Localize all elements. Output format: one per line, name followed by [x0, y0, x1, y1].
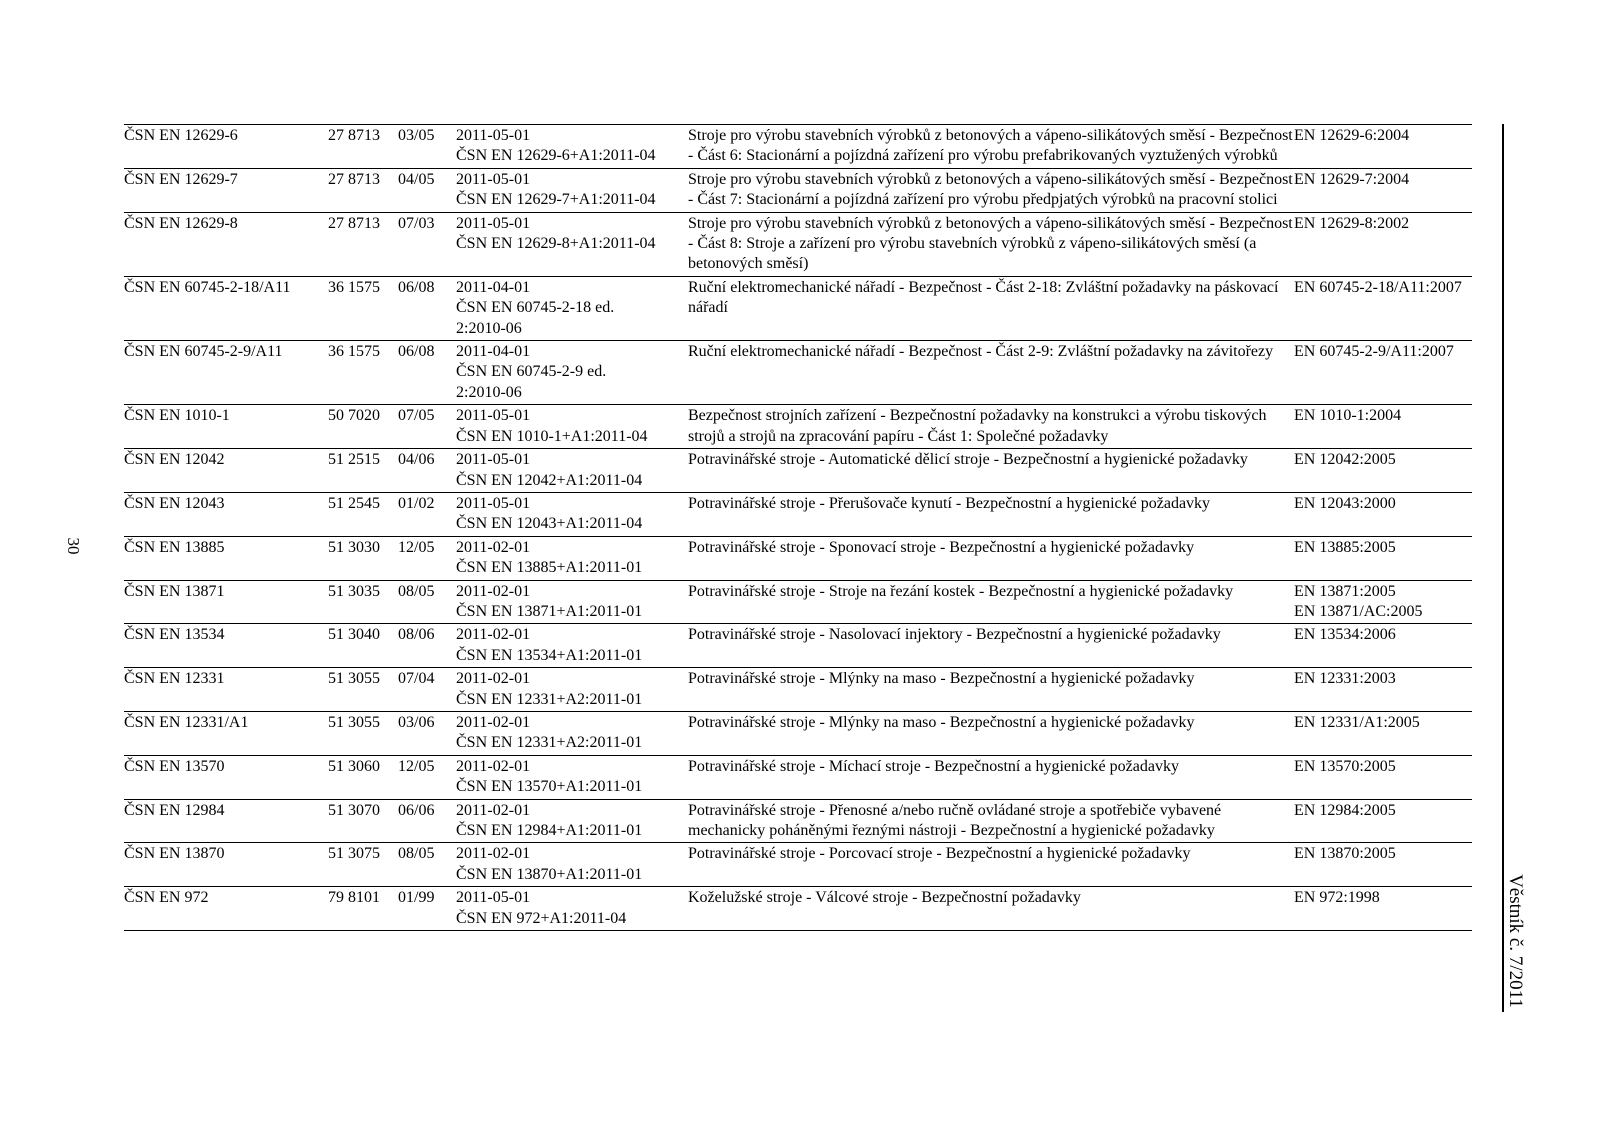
title-cell: Stroje pro výrobu stavebních výrobků z betonových a vápeno-silikátových směsí - Bezpečnost - Část 6: Stacionární a pojízdná zařízení pro výrobu prefabrikovaných vyztužených výrobků — [688, 127, 1293, 165]
issue-date-cell: 01/99 — [398, 889, 435, 907]
norm-number-cell: ČSN EN 13885 — [124, 538, 225, 556]
title-cell: Ruční elektromechanické nářadí - Bezpečnost - Část 2-9: Zvláštní požadavky na závitořezy — [688, 343, 1274, 361]
norm-number-cell: ČSN EN 12331 — [124, 670, 225, 688]
replacement-cell: 2011-05-01 ČSN EN 12629-8+A1:2011-04 — [456, 214, 656, 253]
classification-cell: 51 3040 — [328, 626, 380, 644]
replacement-cell: 2011-02-01 ČSN EN 12331+A2:2011-01 — [456, 670, 643, 708]
en-equivalent-cell: EN 1010-1:2004 — [1294, 407, 1402, 425]
en-equivalent-cell: EN 13870:2005 — [1294, 845, 1396, 863]
classification-cell: 36 1575 — [328, 343, 380, 361]
issue-date-cell: 01/02 — [398, 494, 435, 512]
norm-number-cell: ČSN EN 12331/A1 — [124, 713, 249, 731]
title-cell: Stroje pro výrobu stavebních výrobků z betonových a vápeno-silikátových směsí - Bezpečnost - Část 8: Stroje a zařízení pro výrobu stavebních výrobků z vápeno-silikátových směsí (a betonových směsí) — [688, 214, 1293, 273]
issue-date-cell: 03/05 — [398, 127, 435, 144]
issue-date-cell: 06/08 — [398, 278, 435, 296]
issue-date-cell: 07/03 — [398, 214, 435, 232]
en-equivalent-cell: EN 60745-2-18/A11:2007 — [1294, 278, 1462, 296]
norm-number-cell: ČSN EN 13570 — [124, 757, 225, 775]
classification-cell: 27 8713 — [328, 127, 380, 144]
title-cell: Potravinářské stroje - Přerušovače kynutí - Bezpečnostní a hygienické požadavky — [688, 494, 1211, 512]
issue-date-cell: 04/05 — [398, 170, 435, 188]
title-cell: Potravinářské stroje - Mlýnky na maso - Bezpečnostní a hygienické požadavky — [688, 670, 1195, 688]
en-equivalent-cell: EN 12331:2003 — [1294, 670, 1396, 688]
title-cell: Ruční elektromechanické nářadí - Bezpečnost - Část 2-18: Zvláštní požadavky na páskovací nářadí — [688, 278, 1279, 317]
norm-number-cell: ČSN EN 972 — [124, 889, 209, 907]
standards-table-body — [124, 125, 1472, 931]
replacement-cell: 2011-02-01 ČSN EN 12984+A1:2011-01 — [456, 801, 643, 839]
issue-date-cell: 06/08 — [398, 343, 435, 361]
replacement-cell: 2011-02-01 ČSN EN 12331+A2:2011-01 — [456, 713, 643, 752]
table-row — [124, 405, 1472, 449]
table-row — [124, 755, 1472, 799]
issue-date-cell: 04/06 — [398, 451, 435, 469]
table-row — [124, 624, 1472, 668]
replacement-cell: 2011-04-01 ČSN EN 60745-2-9 ed. 2:2010-06 — [456, 343, 607, 401]
title-cell: Bezpečnost strojních zařízení - Bezpečnostní požadavky na konstrukci a výrobu tiskových strojů a strojů na zpracování papíru - Část 1: Společné požadavky — [688, 407, 1267, 445]
norm-number-cell: ČSN EN 1010-1 — [124, 407, 230, 425]
classification-cell: 51 3055 — [328, 713, 380, 731]
table-row — [124, 341, 1472, 405]
norm-number-cell: ČSN EN 12629-7 — [124, 170, 238, 188]
en-equivalent-cell: EN 12629-6:2004 — [1294, 127, 1410, 144]
en-equivalent-cell: EN 12629-8:2002 — [1294, 214, 1410, 232]
en-equivalent-cell: EN 12043:2000 — [1294, 494, 1396, 512]
en-equivalent-cell: EN 12042:2005 — [1294, 451, 1396, 469]
en-equivalent-cell: EN 13570:2005 — [1294, 757, 1396, 775]
standards-table — [124, 124, 1472, 931]
replacement-cell: 2011-05-01 ČSN EN 12629-6+A1:2011-04 — [456, 127, 656, 165]
classification-cell: 51 3055 — [328, 670, 380, 688]
replacement-cell: 2011-05-01 ČSN EN 12629-7+A1:2011-04 — [456, 170, 656, 209]
norm-number-cell: ČSN EN 12043 — [124, 494, 225, 512]
norm-number-cell: ČSN EN 12984 — [124, 801, 225, 819]
title-cell: Potravinářské stroje - Míchací stroje - Bezpečnostní a hygienické požadavky — [688, 757, 1179, 775]
classification-cell: 51 3030 — [328, 538, 380, 556]
title-cell: Potravinářské stroje - Nasolovací injektory - Bezpečnostní a hygienické požadavky — [688, 626, 1221, 644]
table-row — [124, 168, 1472, 212]
replacement-cell: 2011-04-01 ČSN EN 60745-2-18 ed. 2:2010-06 — [456, 278, 615, 337]
issue-date-cell: 08/06 — [398, 626, 435, 644]
classification-cell: 36 1575 — [328, 278, 380, 296]
title-cell: Potravinářské stroje - Sponovací stroje - Bezpečnostní a hygienické požadavky — [688, 538, 1195, 556]
replacement-cell: 2011-05-01 ČSN EN 1010-1+A1:2011-04 — [456, 407, 648, 445]
standards-table-wrapper — [124, 124, 1472, 931]
table-row — [124, 125, 1472, 169]
issue-date-cell: 12/05 — [398, 538, 435, 556]
replacement-cell: 2011-05-01 ČSN EN 972+A1:2011-04 — [456, 889, 627, 927]
issue-date-cell: 07/04 — [398, 670, 435, 688]
title-cell: Potravinářské stroje - Automatické dělicí stroje - Bezpečnostní a hygienické požadavky — [688, 451, 1248, 469]
classification-cell: 51 3075 — [328, 845, 380, 863]
replacement-cell: 2011-02-01 ČSN EN 13534+A1:2011-01 — [456, 626, 643, 664]
en-equivalent-cell: EN 12629-7:2004 — [1294, 170, 1410, 188]
norm-number-cell: ČSN EN 60745-2-9/A11 — [124, 343, 283, 361]
en-equivalent-cell: EN 13871:2005 EN 13871/AC:2005 — [1294, 582, 1423, 620]
en-equivalent-cell: EN 12331/A1:2005 — [1294, 713, 1420, 731]
classification-cell: 27 8713 — [328, 214, 380, 232]
classification-cell: 79 8101 — [328, 889, 380, 907]
issue-date-cell: 07/05 — [398, 407, 435, 425]
issue-date-cell: 08/05 — [398, 845, 435, 863]
classification-cell: 50 7020 — [328, 407, 380, 425]
classification-cell: 51 2545 — [328, 494, 380, 512]
en-equivalent-cell: EN 13885:2005 — [1294, 538, 1396, 556]
journal-title: Věstník č. 7/2011 — [1505, 874, 1526, 1008]
classification-cell: 51 2515 — [328, 451, 380, 469]
en-equivalent-cell: EN 972:1998 — [1294, 889, 1380, 907]
title-cell: Potravinářské stroje - Mlýnky na maso - Bezpečnostní a hygienické požadavky — [688, 713, 1195, 731]
table-row — [124, 843, 1472, 887]
classification-cell: 51 3070 — [328, 801, 380, 819]
table-row — [124, 492, 1472, 536]
replacement-cell: 2011-05-01 ČSN EN 12042+A1:2011-04 — [456, 451, 643, 489]
classification-cell: 51 3035 — [328, 582, 380, 600]
table-row — [124, 212, 1472, 276]
replacement-cell: 2011-02-01 ČSN EN 13871+A1:2011-01 — [456, 582, 643, 620]
table-row — [124, 668, 1472, 712]
norm-number-cell: ČSN EN 12629-8 — [124, 214, 238, 232]
table-row — [124, 711, 1472, 755]
norm-number-cell: ČSN EN 13870 — [124, 845, 225, 863]
norm-number-cell: ČSN EN 13871 — [124, 582, 225, 600]
title-cell: Potravinářské stroje - Přenosné a/nebo ručně ovládané stroje a spotřebiče vybavené mechanicky poháněnými řeznými nástroji - Bezpečnostní a hygienické požadavky — [688, 801, 1222, 839]
norm-number-cell: ČSN EN 12629-6 — [124, 127, 238, 144]
issue-date-cell: 12/05 — [398, 757, 435, 775]
en-equivalent-cell: EN 13534:2006 — [1294, 626, 1396, 644]
table-row — [124, 887, 1472, 931]
replacement-cell: 2011-02-01 ČSN EN 13570+A1:2011-01 — [456, 757, 643, 796]
title-cell: Potravinářské stroje - Stroje na řezání kostek - Bezpečnostní a hygienické požadavky — [688, 582, 1234, 600]
issue-date-cell: 08/05 — [398, 582, 435, 600]
title-cell: Stroje pro výrobu stavebních výrobků z betonových a vápeno-silikátových směsí - Bezpečnost - Část 7: Stacionární a pojízdná zařízení pro výrobu předpjatých výrobků na pracovní stolici — [688, 170, 1293, 209]
en-equivalent-cell: EN 60745-2-9/A11:2007 — [1294, 343, 1454, 361]
replacement-cell: 2011-02-01 ČSN EN 13870+A1:2011-01 — [456, 845, 643, 883]
table-row — [124, 799, 1472, 843]
classification-cell: 51 3060 — [328, 757, 380, 775]
page-number: 30 — [64, 537, 83, 555]
issue-date-cell: 03/06 — [398, 713, 435, 731]
table-row — [124, 276, 1472, 340]
replacement-cell: 2011-05-01 ČSN EN 12043+A1:2011-04 — [456, 494, 643, 533]
title-cell: Potravinářské stroje - Porcovací stroje - Bezpečnostní a hygienické požadavky — [688, 845, 1191, 863]
table-row — [124, 449, 1472, 493]
norm-number-cell: ČSN EN 60745-2-18/A11 — [124, 278, 291, 296]
issue-date-cell: 06/06 — [398, 801, 435, 819]
title-cell: Koželužské stroje - Válcové stroje - Bezpečnostní požadavky — [688, 889, 1081, 907]
norm-number-cell: ČSN EN 12042 — [124, 451, 225, 469]
en-equivalent-cell: EN 12984:2005 — [1294, 801, 1396, 819]
classification-cell: 27 8713 — [328, 170, 380, 188]
norm-number-cell: ČSN EN 13534 — [124, 626, 225, 644]
replacement-cell: 2011-02-01 ČSN EN 13885+A1:2011-01 — [456, 538, 643, 577]
table-row — [124, 580, 1472, 624]
table-row — [124, 536, 1472, 580]
